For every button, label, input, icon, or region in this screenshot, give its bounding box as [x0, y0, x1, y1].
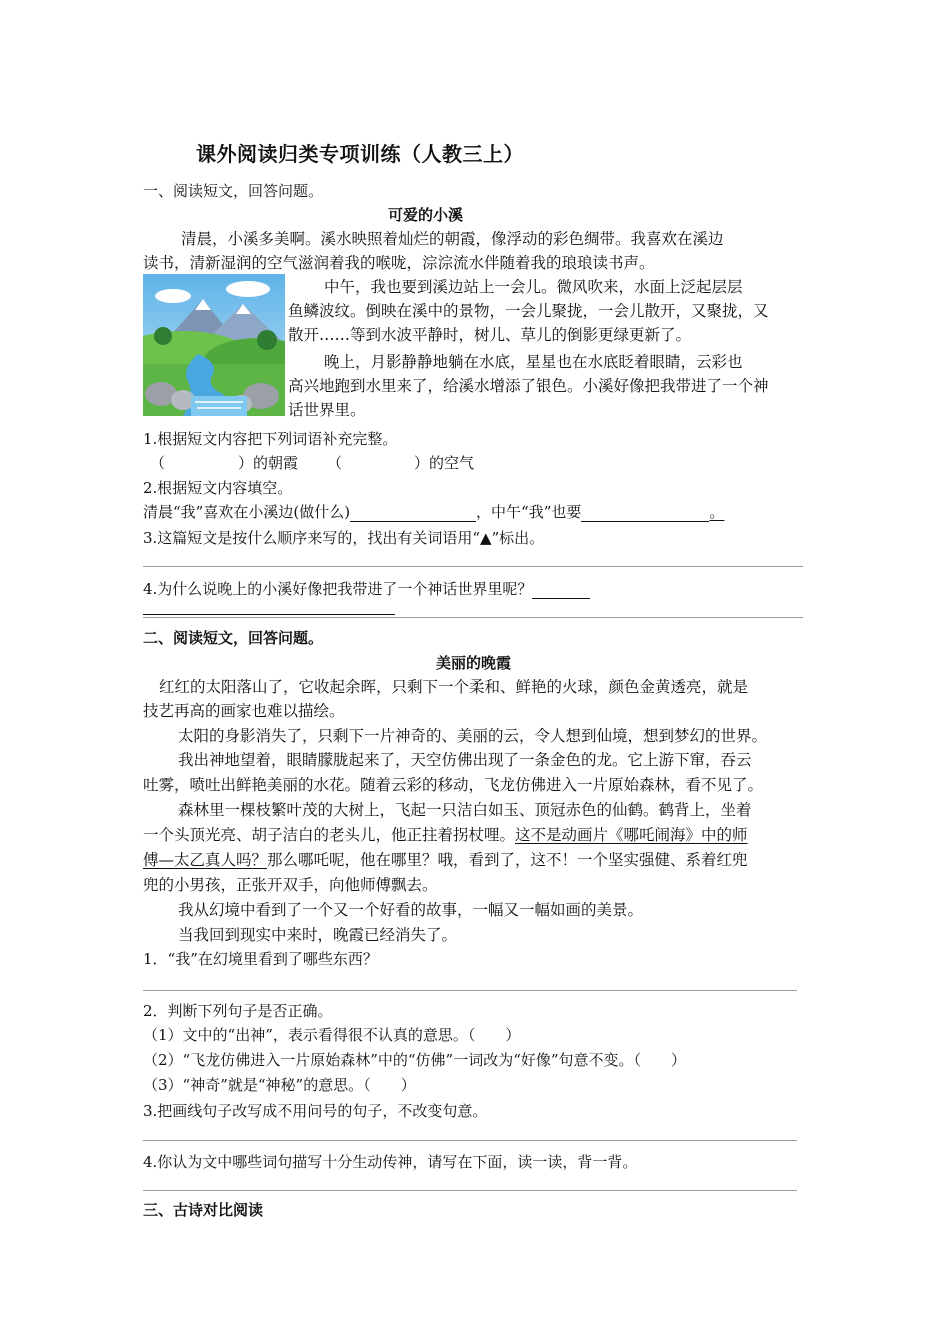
article-1-p1-l2: 读书，清新湿润的空气滋润着我的喉咙，淙淙流水伴随着我的琅琅读书声。: [143, 254, 655, 272]
s1-q2-end: 。: [709, 503, 725, 521]
section-1-heading: 一、阅读短文，回答问题。: [143, 182, 324, 200]
article-2-p1-l1: 红红的太阳落山了，它收起余晖，只剩下一个柔和、鲜艳的火球，颜色金黄透亮，就是: [159, 678, 749, 696]
s2-q2-item-2: （2）“飞龙仿佛进入一片原始森林”中的“仿佛”一词改为“好像”句意不变。（ ）: [143, 1051, 687, 1069]
s2-question-2: 2．判断下列句子是否正确。: [143, 1002, 333, 1020]
s1-q1-blank-b-close: ）的空气: [414, 454, 475, 472]
s2-q3-answer-line[interactable]: [143, 1140, 797, 1141]
s1-question-3: 3.这篇短文是按什么顺序来写的，找出有关词语用“▲”标出。: [143, 529, 545, 547]
s2-q4-answer-line[interactable]: [143, 1190, 797, 1191]
s1-q4-answer-line[interactable]: [143, 617, 803, 618]
s2-question-3: 3.把画线句子改写成不用问号的句子，不改变句意。: [143, 1102, 488, 1120]
s1-q1-blank-b-open: （: [327, 454, 343, 472]
article-1-p3-l2: 高兴地跑到水里来了，给溪水增添了银色。小溪好像把我带进了一个神: [288, 377, 769, 395]
article-1-p3-l3: 话世界里。: [288, 401, 366, 419]
underlined-sentence-part-1: 这不是动画片《哪吒闹海》中的师: [515, 826, 748, 844]
s1-question-1: 1.根据短文内容把下列词语补充完整。: [143, 430, 398, 448]
s1-question-4: [143, 578, 590, 599]
s1-q4-answer-blank[interactable]: [532, 582, 590, 599]
article-2-p4-l3-plain: 那么哪吒呢，他在哪里？哦，看到了，这不！一个坚实强健、系着红兜: [267, 851, 748, 869]
page-title: 课外阅读归类专项训练（人教三上）: [196, 142, 524, 166]
s1-q3-answer-line[interactable]: [143, 566, 803, 567]
article-1-title: 可爱的小溪: [388, 206, 464, 224]
s1-q2-line: [143, 501, 724, 522]
article-2-p5: 我从幻境中看到了一个又一个好看的故事，一幅又一幅如画的美景。: [178, 901, 644, 919]
section-3-heading: 三、古诗对比阅读: [143, 1201, 264, 1219]
section-2-heading: 二、阅读短文，回答问题。: [143, 629, 324, 647]
s1-q2-text-a: 清晨“我”喜欢在小溪边(做什么): [143, 503, 351, 521]
s2-question-4: 4.你认为文中哪些词句描写十分生动传神，请写在下面，读一读，背一背。: [143, 1153, 638, 1171]
stream-landscape-illustration: [143, 274, 285, 416]
s2-q1-answer-line[interactable]: [143, 990, 797, 991]
article-2-p4-l2-plain: 一个头顶光亮、胡子洁白的老头儿，他正拄着拐杖哩。: [143, 826, 516, 844]
s1-q2-text-b: ，中午“我”也要: [476, 503, 582, 521]
article-2-p1-l2: 技艺再高的画家也难以描绘。: [143, 702, 345, 720]
article-2-p4-l3: [143, 848, 748, 872]
s1-q2-answer-blank-1[interactable]: [350, 505, 476, 522]
s1-q4-text: 4.为什么说晚上的小溪好像把我带进了一个神话世界里呢？: [143, 580, 533, 598]
s1-question-2: 2.根据短文内容填空。: [143, 479, 293, 497]
article-2-title: 美丽的晚霞: [436, 654, 512, 672]
s1-q2-answer-blank-2[interactable]: [581, 505, 709, 522]
article-1-p2-l1: 中午，我也要到溪边站上一会儿。微风吹来，水面上泛起层层: [324, 278, 743, 296]
underlined-sentence-part-2: 傅—太乙真人吗？: [143, 851, 268, 869]
article-2-p3-l1: 我出神地望着，眼睛朦胧起来了，天空仿佛出现了一条金色的龙。它上游下窜，吞云: [178, 751, 752, 769]
article-1-p3-l1: 晚上，月影静静地躺在水底，星星也在水底眨着眼睛，云彩也: [324, 353, 743, 371]
article-2-p4-l1: 森林里一棵枝繁叶茂的大树上，飞起一只洁白如玉、顶冠赤色的仙鹤。鹤背上，坐着: [178, 801, 752, 819]
article-1-p2-l2: 鱼鳞波纹。倒映在溪中的景物，一会儿聚拢，一会儿散开，又聚拢，又: [288, 302, 769, 320]
article-2-p4-l2: [143, 823, 748, 847]
article-2-p4-l4: 兜的小男孩，正张开双手，向他师傅飘去。: [143, 876, 438, 894]
article-2-p3-l2: 吐雾，喷吐出鲜艳美丽的水花。随着云彩的移动，飞龙仿佛进入一片原始森林，看不见了。: [143, 776, 764, 794]
article-2-p2: 太阳的身影消失了，只剩下一片神奇的、美丽的云，令人想到仙境，想到梦幻的世界。: [178, 727, 768, 745]
article-2-p6: 当我回到现实中来时，晚霞已经消失了。: [178, 926, 458, 944]
s2-q2-item-1: （1）文中的“出神”，表示看得很不认真的意思。（ ）: [143, 1026, 521, 1044]
s1-q4-answer-line-short[interactable]: [143, 614, 395, 615]
s1-q1-blank-a-open: （: [150, 454, 166, 472]
article-1-p1-l1: 清晨，小溪多美啊。溪水映照着灿烂的朝霞，像浮动的彩色绸带。我喜欢在溪边: [181, 230, 724, 248]
s2-question-1: 1．“我”在幻境里看到了哪些东西？: [143, 950, 378, 968]
s1-q1-blank-a-close: ）的朝霞: [238, 454, 299, 472]
s2-q2-item-3: （3）“神奇”就是“神秘”的意思。（ ）: [143, 1076, 416, 1094]
article-1-p2-l3: 散开……等到水波平静时，树儿、草儿的倒影更绿更新了。: [288, 326, 692, 344]
